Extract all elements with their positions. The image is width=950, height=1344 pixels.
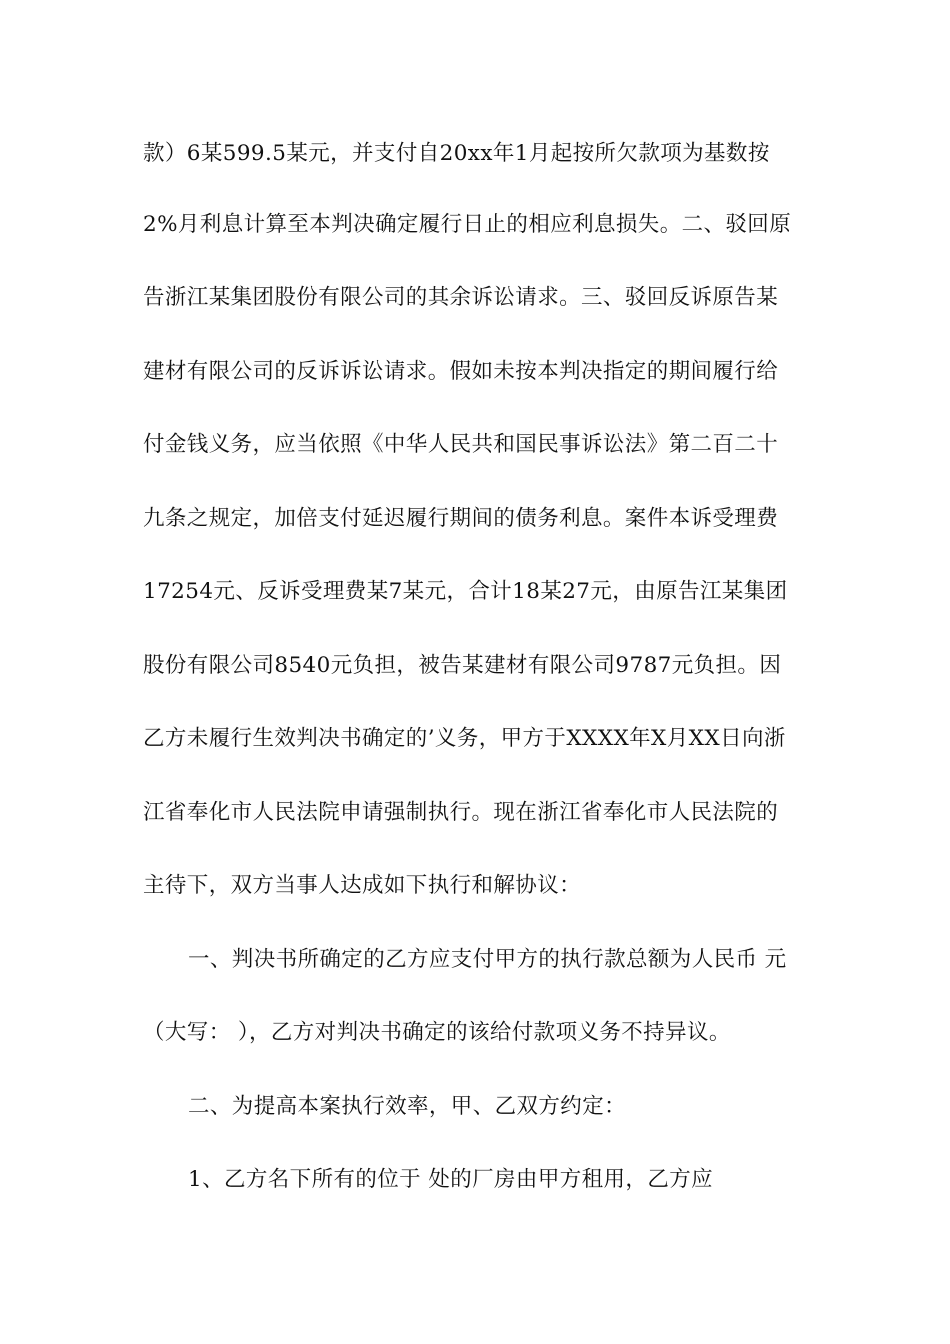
clause-two-heading: 二、为提高本案执行效率，甲、乙双方约定： [188,1094,627,1119]
clause-one-line-1: 一、判决书所确定的乙方应支付甲方的执行款总额为人民币 元 [188,947,787,972]
paragraph-line-9: 乙方未履行生效判决书确定的’义务，甲方于XXXX年X月XX日向浙 [143,726,786,751]
paragraph-line-10: 江省奉化市人民法院申请强制执行。现在浙江省奉化市人民法院的 [143,800,779,825]
clause-one-line-2: （大写： ），乙方对判决书确定的该给付款项义务不持异议。 [143,1020,731,1045]
paragraph-line-7: 17254元、反诉受理费某7某元，合计18某27元，由原告江某集团 [143,579,788,604]
paragraph-line-4: 建材有限公司的反诉诉讼请求。假如未按本判决指定的期间履行给 [143,359,779,384]
paragraph-line-11: 主待下，双方当事人达成如下执行和解协议： [143,873,582,898]
paragraph-line-6: 九条之规定，加倍支付延迟履行期间的债务利息。案件本诉受理费 [143,506,779,531]
paragraph-line-1: 款）6某599.5某元，并支付自20xx年1月起按所欠款项为基数按 [143,141,770,166]
clause-two-item-1: 1、乙方名下所有的位于 处的厂房由甲方租用，乙方应 [188,1167,714,1192]
paragraph-line-8: 股份有限公司8540元负担，被告某建材有限公司9787元负担。因 [143,653,782,678]
paragraph-line-5: 付金钱义务，应当依照《中华人民共和国民事诉讼法》第二百二十 [143,432,779,457]
paragraph-line-3: 告浙江某集团股份有限公司的其余诉讼请求。三、驳回反诉原告某 [143,285,779,310]
paragraph-line-2: 2%月利息计算至本判决确定履行日止的相应利息损失。二、驳回原 [143,212,792,237]
